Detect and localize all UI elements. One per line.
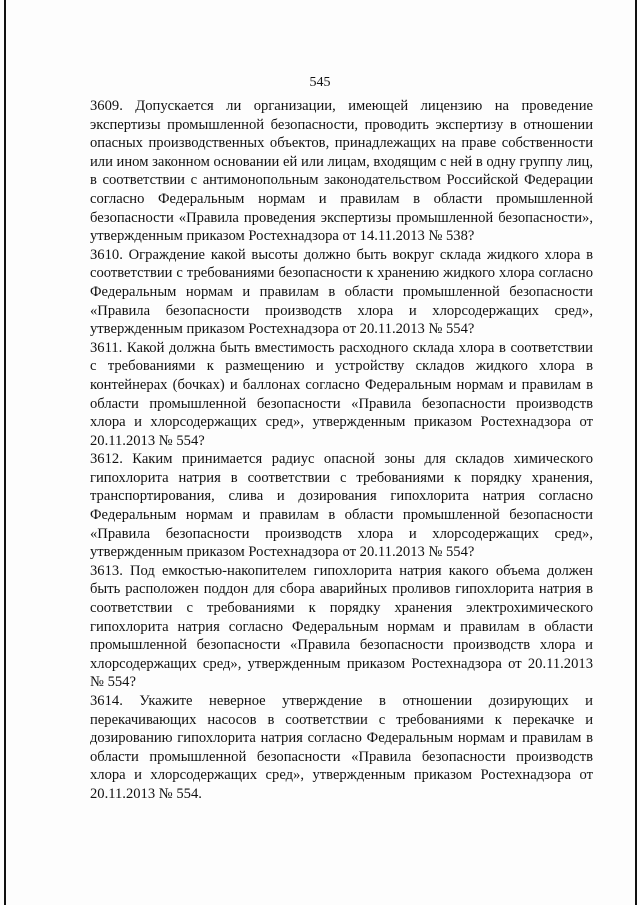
page-number: 545 bbox=[309, 75, 331, 90]
questions-list bbox=[90, 97, 593, 804]
scan-border-left bbox=[4, 0, 6, 905]
question-3613: 3613. Под емкостью-накопителем гипохлорита натрия какого объема должен быть расположен поддон для сбора аварийных проливов гипохлорита натрия в соответствии с требованиями к порядку хранения электрохимического гипохлорита натрия согласно Федеральным нормам и правилам в области промышленной безопасности «Правила безопасности производств хлора и хлорсодержащих сред», утвержденным приказом Ростехнадзора от 20.11.2013 № 554? bbox=[90, 562, 593, 691]
question-3612: 3612. Каким принимается радиус опасной зоны для складов химического гипохлорита натрия в соответствии с требованиями к порядку хранения, транспортирования, слива и дозирования гипохлорита натрия согласно Федеральным нормам и правилам в области промышленной безопасности «Правила безопасности производств хлора и хлорсодержащих сред», утвержденным приказом Ростехнадзора от 20.11.2013 № 554? bbox=[90, 451, 593, 561]
question-3614: 3614. Укажите неверное утверждение в отношении дозирующих и перекачивающих насосов в соответствии с требованиями к перекачке и дозированию гипохлорита натрия согласно Федеральным нормам и правилам в области промышленной безопасности «Правила безопасности производств хлора и хлорсодержащих сред», утвержденным приказом Ростехнадзора от 20.11.2013 № 554. bbox=[90, 693, 593, 802]
question-3610: 3610. Ограждение какой высоты должно быть вокруг склада жидкого хлора в соответствии с требованиями безопасности к хранению жидкого хлора согласно Федеральным нормам и правилам в области промышленной безопасности «Правила безопасности производств хлора и хлорсодержащих сред», утвержденным приказом Ростехнадзора от 20.11.2013 № 554? bbox=[90, 246, 593, 338]
question-3609: 3609. Допускается ли организации, имеющей лицензию на проведение экспертизы промышленной безопасности, проводить экспертизу в отношении опасных производственных объектов, принадлежащих на праве собственности или ином законном основании ей или лицам, входящим с ней в одну группу лиц, в соответствии с антимонопольным законодательством Российской Федерации согласно Федеральным нормам и правилам в области промышленной безопасности «Правила проведения экспертизы промышленной безопасности», утвержденным приказом Ростехнадзора от 14.11.2013 № 538? bbox=[90, 98, 593, 245]
question-3611: 3611. Какой должна быть вместимость расходного склада хлора в соответствии с требованиями к размещению и устройству складов жидкого хлора в контейнерах (бочках) и баллонах согласно Федеральным нормам и правилам в области промышленной безопасности «Правила безопасности производств хлора и хлорсодержащих сред», утвержденным приказом Ростехнадзора от 20.11.2013 № 554? bbox=[90, 339, 593, 449]
scan-border-right bbox=[635, 0, 637, 905]
